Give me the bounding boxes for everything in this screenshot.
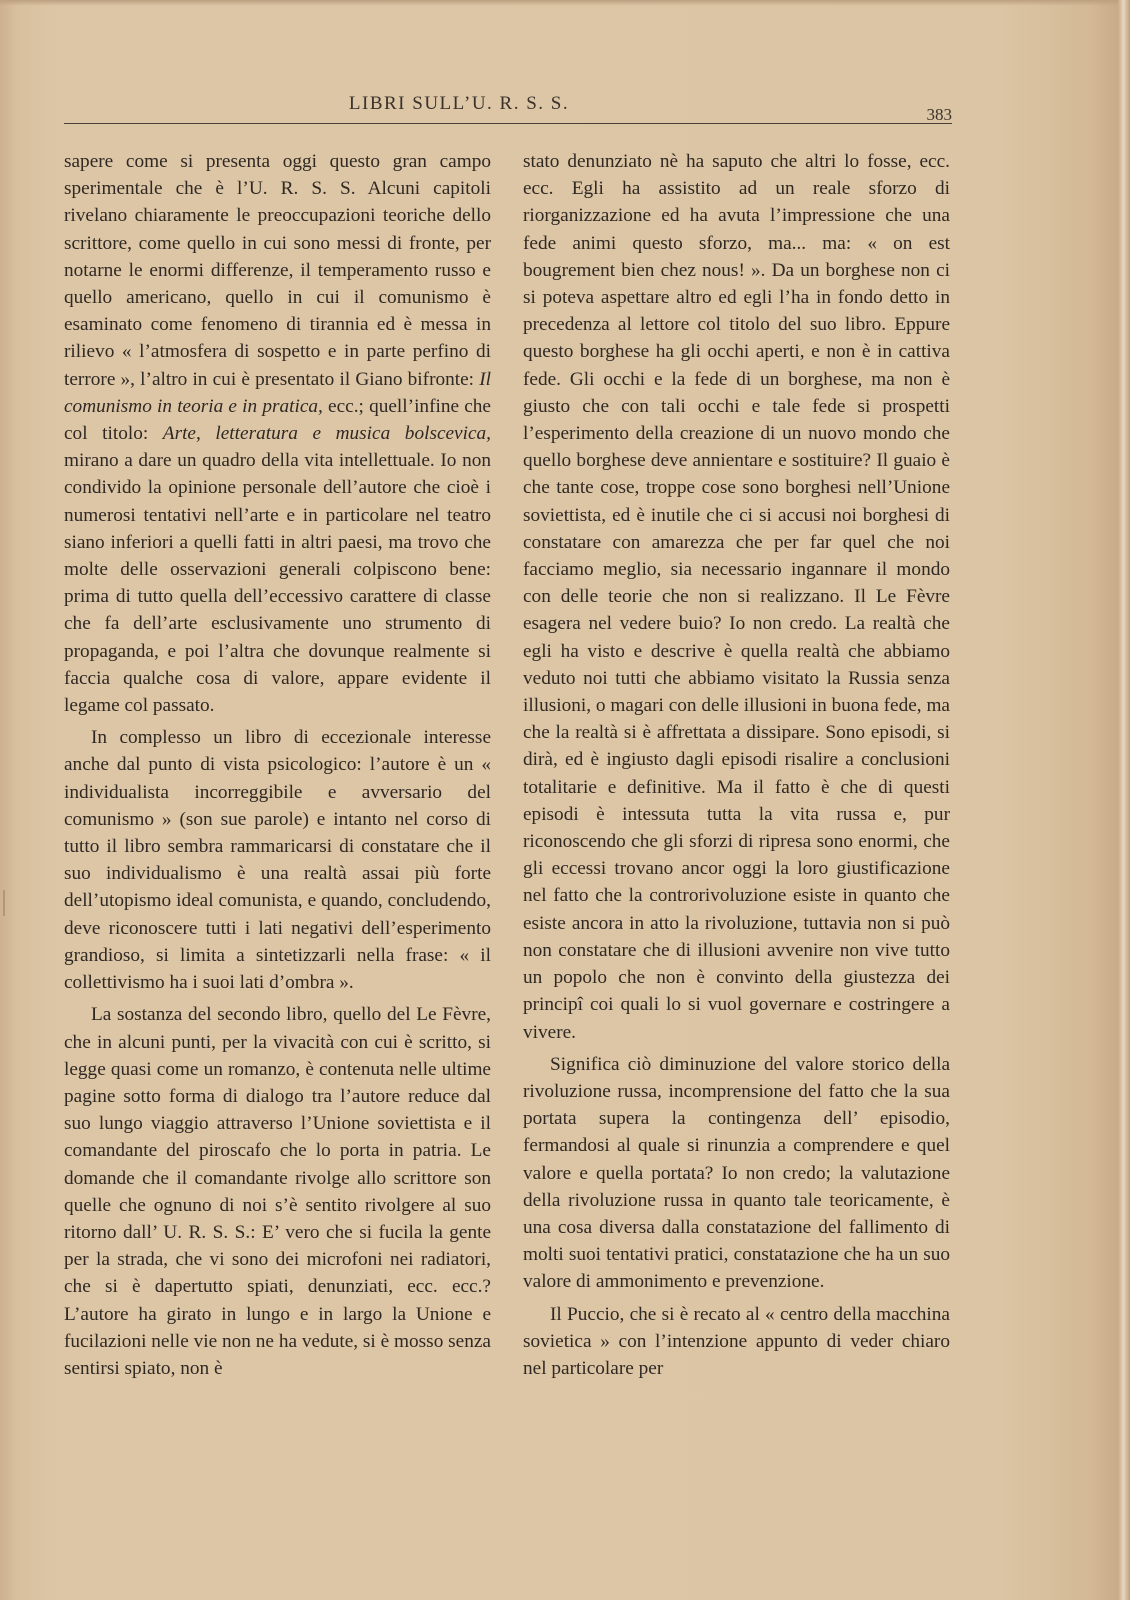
- running-title: LIBRI SULL’U. R. S. S.: [348, 93, 570, 114]
- paragraph: La sostanza del secondo libro, quello del Le Fèvre, che in alcuni punti, per la vivacità con cui è scritto, si legge quasi come un romanzo, è contenuta nelle ultime pagine sotto forma di dialogo tra l’autore reduce dal suo lungo viaggio attraverso l’Unione soviettista e il comandante del piroscafo che lo porta in patria. Le domande che il comandante rivolge allo scrittore son quelle che ognuno di noi s’è sentito rivolgere al suo ritorno dall’ U. R. S. S.: E’ vero che si fucila la gente per la strada, che vi sono dei microfoni nei radiatori, che si è dapertutto spiati, denunziati, ecc. ecc.? L’autore ha girato in lungo e in largo la Unione e fucilazioni nelle vie non ne ha vedute, si è mosso senza sentirsi spiato, non è: [64, 1004, 491, 1379]
- text-run: sapere come si presenta oggi questo gran campo sperimentale che è l’U. R. S. S. Alcuni capitoli rivelano chiaramente le preoccupazioni teoriche dello scrittore, come quello in cui sono messi di fronte, per notarne le enormi differenze, il temperamento russo e quello americano, quello in cui il comunismo è esaminato come fenomeno di tirannia ed è messa in rilievo « l’atmosfera di sospetto e in parte perfino di terrore », l’altro in cui è presentato il Giano bifronte:: [64, 151, 491, 390]
- paragraph: Il Puccio, che si è recato al « centro della macchina sovietica » con l’intenzione appunto di veder chiaro nel particolare per: [523, 1303, 950, 1379]
- left-column: [64, 148, 491, 1382]
- paragraph: [64, 148, 491, 719]
- text-run: ecc.; quell’infine che col titolo:: [64, 395, 491, 445]
- page-right-edge: [1118, 0, 1130, 1600]
- paragraph: stato denunziato nè ha saputo che altri lo fosse, ecc. ecc. Egli ha assistito ad un reale sforzo di riorganizzazione ed ha avuta l’impressione che una fede animi questo sforzo, ma... ma: « on est bougrement bien chez nous! ». Da un borghese non ci si poteva aspettare altro ed egli l’ha in fondo detto in precedenza al lettore col titolo del suo libro. Eppure questo borghese ha gli occhi aperti, e non è in cattiva fede. Gli occhi e la fede di un borghese, ma non è giusto che con tali occhi e tale fede si prospetti l’esperimento della creazione di un nuovo mondo che quello borghese deve annientare e sostituire? Il guaio è che tante cose, troppe cose sono borghesi nell’Unione soviettista, ed è inutile che ci si accusi noi borghesi di constatare con amarezza che per far quel che noi facciamo meglio, sia necessario ingannare il mondo con delle teorie che non si realizzano. Il Le Fèvre esagera nel vedere buio? Io non credo. La realtà che egli ha visto e descrive è quella realtà che abbiamo veduto noi tutti che abbiamo visitato la Russia senza illusioni, o magari con delle illusioni in buona fede, ma che la realtà si è affrettata a dissipare. Sono episodi, si dirà, ed è ingiusto dagli episodi risalire a conclusioni totalitarie e definitive. Ma il fatto è che di questi episodi è intessuta tutta la vita russa e, pur riconoscendo che gli sforzi di ripresa sono enormi, che gli eccessi trovano ancor oggi la loro giustificazione nel fatto che la controrivoluzione esiste in quanto che esiste ancora in atto la rivoluzione, tuttavia non si può non constatare che di illusioni avvenire non vive tutto un popolo che non è convinto della giustezza dei principî coi quali lo si vuol governare e costringere a vivere.: [523, 151, 950, 1043]
- page-number: 383: [926, 105, 952, 124]
- text-run: mirano a dare un quadro della vita intellettuale. Io non condivido la opinione personale dell’autore che cioè i numerosi tentativi nell’arte e in particolare nel teatro siano inferiori a quelli fatti in altri paesi, ma trovo che molte delle osservazioni generali colpiscono bene: prima di tutto quella dell’eccessivo carattere di classe che fa dell’arte esclusivamente uno strumento di propaganda, e poi l’altra che dovunque realmente si faccia qualche cosa di valore, appare evidente il legame col passato.: [64, 450, 491, 717]
- margin-mark: [3, 890, 5, 916]
- paragraph: Significa ciò diminuzione del valore storico della rivoluzione russa, incomprensione del fatto che la sua portata supera la contingenza dell’ episodio, fermandosi al quale si rinunzia a comprendere e quel valore e quella portata? Io non credo; la valutazione della rivoluzione russa in quanto tale teoricamente, è una cosa diversa dalla constatazione del fallimento di molti suoi tentativi pratici, constatazione che ha un suo valore di ammonimento e prevenzione.: [523, 1053, 950, 1293]
- page-top-edge: [0, 0, 1130, 6]
- right-column: [523, 148, 950, 1382]
- paragraph: In complesso un libro di eccezionale interesse anche dal punto di vista psicologico: l’autore è un « individualista incorreggibile e avversario del comunismo » (son sue parole) e intanto nel corso di tutto il libro sembra rammaricarsi di constatare che il suo individualismo è una realtà assai più forte dell’utopismo ideal comunista, e quando, concludendo, deve riconoscere tutti i lati negativi dell’esperimento grandioso, si limita a sintetizzarli nella frase: « il collettivismo ha i suoi lati d’ombra ».: [64, 727, 491, 994]
- page-header: [64, 88, 952, 128]
- book-title-italic: Arte, letteratura e musica bolscevica,: [162, 423, 491, 445]
- header-rule: [64, 123, 952, 124]
- book-title-italic: Il comunismo in teoria e in pratica,: [64, 368, 491, 417]
